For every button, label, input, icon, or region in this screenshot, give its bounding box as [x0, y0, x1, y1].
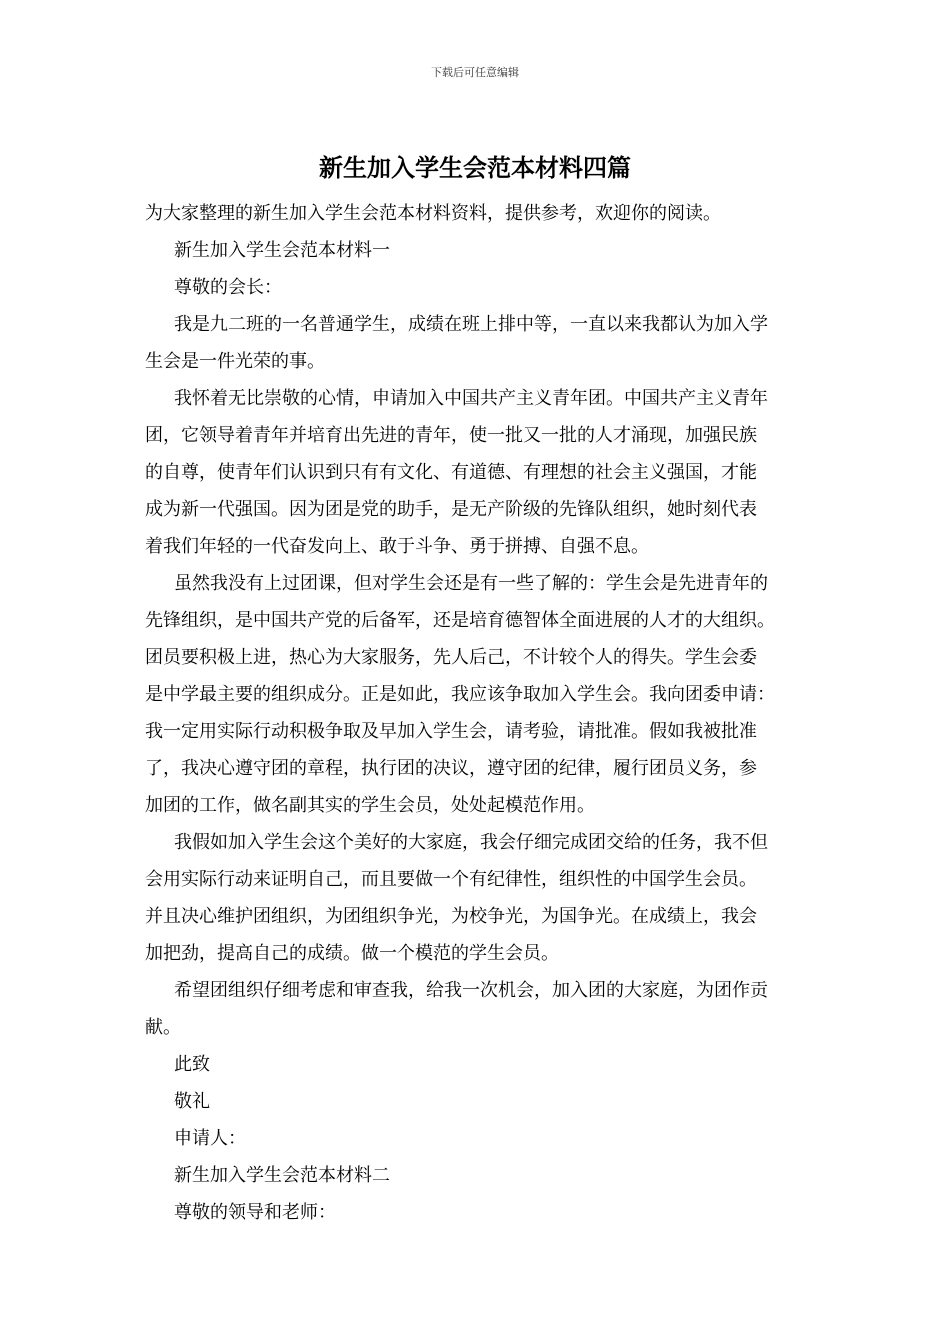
paragraph-line: 先锋组织，是中国共产党的后备军，还是培育德智体全面进展的人才的大组织。 [145, 610, 775, 631]
paragraph-line: 生会是一件光荣的事。 [145, 351, 325, 372]
paragraph-2 [145, 380, 815, 565]
page-header-note: 下载后可任意编辑 [431, 66, 519, 79]
closing-ci-zhi: 此致 [174, 1054, 210, 1075]
paragraph-line: 是中学最主要的组织成分。正是如此，我应该争取加入学生会。我向团委申请： [145, 684, 775, 705]
paragraph-line: 虽然我没有上过团课，但对学生会还是有一些了解的：学生会是先进青年的 [174, 573, 768, 594]
paragraph-3 [145, 565, 815, 824]
paragraph-line: 希望团组织仔细考虑和审查我，给我一次机会，加入团的大家庭，为团作贡 [174, 980, 768, 1001]
paragraph-line: 团，它领导着青年并培育出先进的青年，使一批又一批的人才涌现，加强民族 [145, 425, 757, 446]
document-body [145, 195, 815, 1231]
paragraph-line: 我一定用实际行动积极争取及早加入学生会，请考验，请批准。假如我被批准 [145, 721, 757, 742]
paragraph-line: 我假如加入学生会这个美好的大家庭，我会仔细完成团交给的任务，我不但 [174, 832, 768, 853]
section1-heading: 新生加入学生会范本材料一 [174, 240, 390, 261]
paragraph-line: 我是九二班的一名普通学生，成绩在班上排中等，一直以来我都认为加入学 [174, 314, 768, 335]
paragraph-line: 我怀着无比崇敬的心情，申请加入中国共产主义青年团。中国共产主义青年 [174, 388, 768, 409]
paragraph-line: 的自尊，使青年们认识到只有有文化、有道德、有理想的社会主义强国，才能 [145, 462, 757, 483]
section2-heading: 新生加入学生会范本材料二 [174, 1165, 390, 1186]
salutation-1: 尊敬的会长： [174, 277, 282, 298]
paragraph-line: 献。 [145, 1017, 181, 1038]
paragraph-line: 着我们年轻的一代奋发向上、敢于斗争、勇于拼搏、自强不息。 [145, 536, 649, 557]
paragraph-line: 加团的工作，做名副其实的学生会员，处处起模范作用。 [145, 795, 595, 816]
paragraph-line: 成为新一代强国。因为团是党的助手，是无产阶级的先锋队组织，她时刻代表 [145, 499, 757, 520]
paragraph-line: 团员要积极上进，热心为大家服务，先人后己，不计较个人的得失。学生会委 [145, 647, 757, 668]
paragraph-5 [145, 972, 815, 1046]
document-title: 新生加入学生会范本材料四篇 [319, 153, 631, 182]
paragraph-4 [145, 824, 815, 972]
intro-paragraph: 为大家整理的新生加入学生会范本材料资料，提供参考，欢迎你的阅读。 [145, 203, 721, 224]
salutation-2: 尊敬的领导和老师： [174, 1202, 336, 1223]
paragraph-line: 并且决心维护团组织，为团组织争光，为校争光，为国争光。在成绩上，我会 [145, 906, 757, 927]
paragraph-line: 会用实际行动来证明自己，而且要做一个有纪律性，组织性的中国学生会员。 [145, 869, 757, 890]
paragraph-1 [145, 306, 815, 380]
closing-jing-li: 敬礼 [174, 1091, 210, 1112]
paragraph-line: 加把劲，提高自己的成绩。做一个模范的学生会员。 [145, 943, 559, 964]
applicant-line: 申请人： [174, 1128, 246, 1149]
paragraph-line: 了，我决心遵守团的章程，执行团的决议，遵守团的纪律，履行团员义务，参 [145, 758, 757, 779]
